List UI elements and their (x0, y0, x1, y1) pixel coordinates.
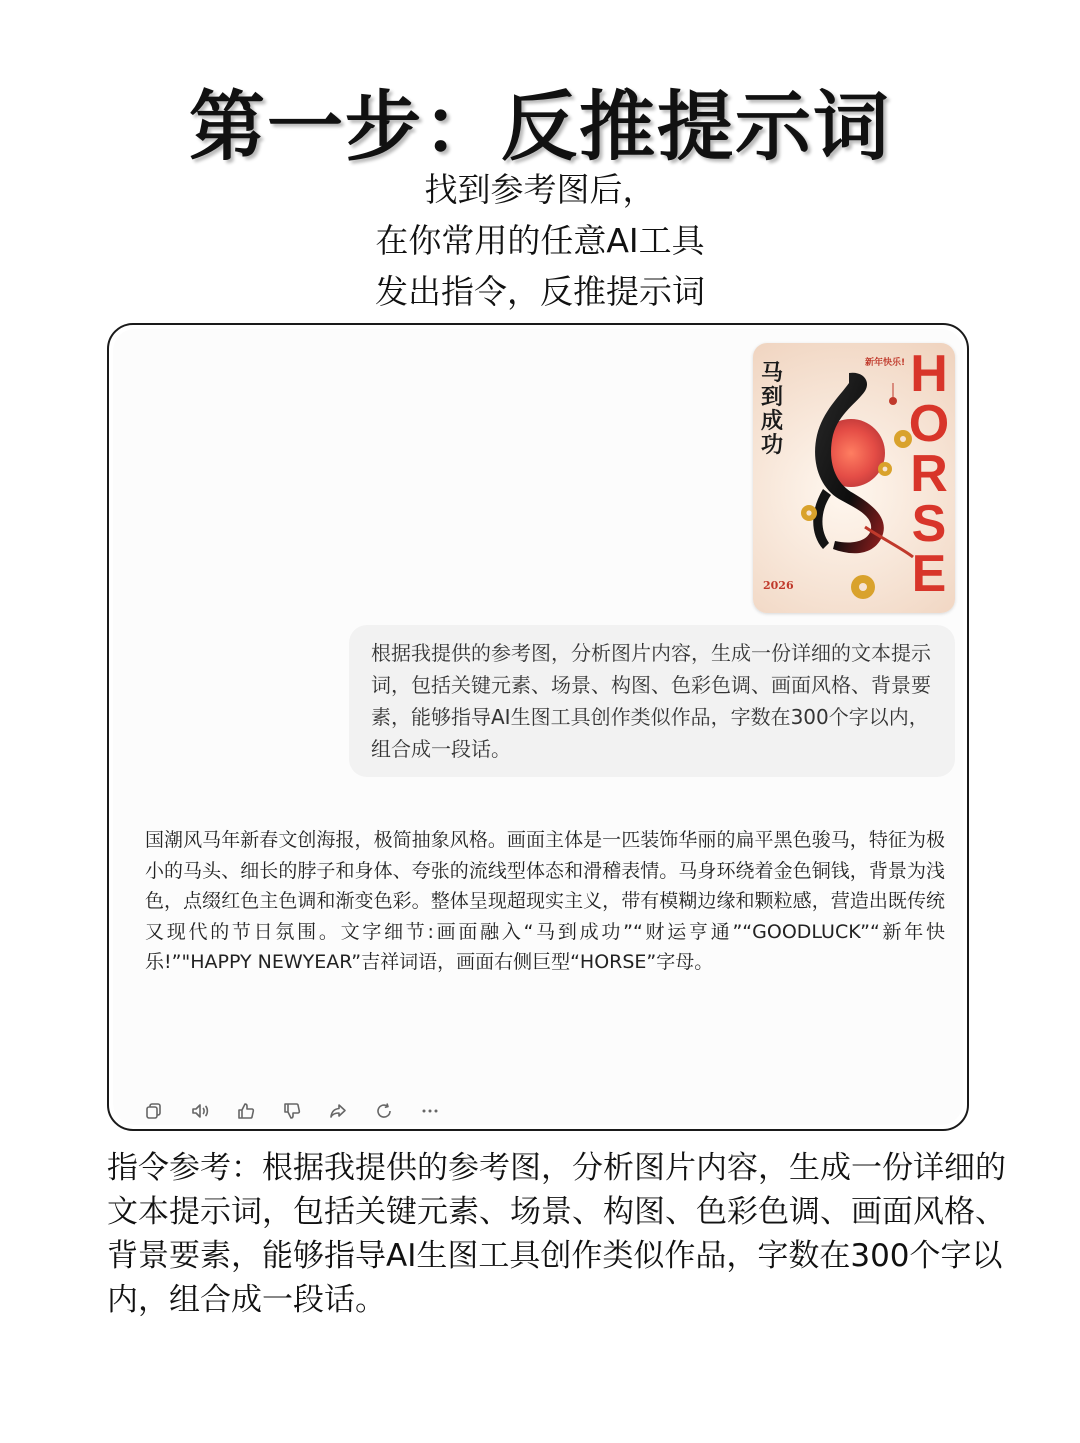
more-icon (420, 1101, 440, 1121)
regenerate-icon (374, 1101, 394, 1121)
copy-button[interactable] (131, 1099, 177, 1123)
poster-horse-letters (905, 345, 953, 603)
like-button[interactable] (223, 1099, 269, 1123)
poster-letter: R (910, 445, 948, 503)
poster-year: 2026 (763, 579, 794, 592)
page-title: 第一步：反推提示词 (189, 82, 891, 171)
instruction-line: 文本提示词，包括关键元素、场景、构图、色彩色调、画面风格、 (107, 1194, 1006, 1230)
instruction-line: 指令参考：根据我提供的参考图，分析图片内容，生成一份详细的 (107, 1150, 1006, 1186)
chat-window (113, 329, 963, 1125)
poster-letter: H (910, 345, 948, 403)
dislike-button[interactable] (269, 1099, 315, 1123)
assistant-reply: 国潮风马年新春文创海报，极简抽象风格。画面主体是一匹装饰华丽的扁平黑色骏马，特征为极小的马头、细长的脖子和身体、夸张的流线型体态和滑稽表情。马身环绕着金色铜钱，背景为浅色，点缀红色主色调和渐变色彩。整体呈现超现实主义，带有模糊边缘和颗粒感，营造出既传统又现代的节日氛围。文字细节:画面融入“马到成功”“财运亨通”“GOODLUCK”“新年快乐!”"HAPPY NEWYEAR”吉祥词语，画面右侧巨型“HORSE”字母。 (145, 829, 945, 973)
user-message-bubble: 根据我提供的参考图，分析图片内容，生成一份详细的文本提示词，包括关键元素、场景、构图、色彩色调、画面风格、背景要素，能够指导AI生图工具创作类似作品，字数在300个字以内，组合成一段话。 (349, 625, 955, 777)
poster-letter: S (911, 495, 947, 553)
read-aloud-button[interactable] (177, 1099, 223, 1123)
reference-image[interactable] (753, 343, 955, 613)
subtitle-line: 找到参考图后， (424, 170, 656, 209)
subtitle (0, 164, 1080, 317)
instruction-line: 背景要素，能够指导AI生图工具创作类似作品，字数在300个字以 (107, 1238, 1003, 1274)
copy-icon (144, 1101, 164, 1121)
thumbs-down-icon (282, 1101, 302, 1121)
share-icon (328, 1101, 348, 1121)
more-button[interactable] (407, 1099, 453, 1123)
instruction-line: 内，组合成一段话。 (107, 1282, 386, 1318)
poster-letter: E (911, 545, 947, 603)
message-action-toolbar (131, 1099, 453, 1123)
regenerate-button[interactable] (361, 1099, 407, 1123)
poster-new-year-text: 新年快乐! (865, 358, 906, 368)
thumbs-up-icon (236, 1101, 256, 1121)
subtitle-line: 在你常用的任意AI工具 (375, 221, 705, 260)
poster-vertical-title: 马到成功 (761, 360, 784, 458)
chat-screenshot-frame (107, 323, 969, 1131)
poster-letter: O (908, 395, 950, 453)
speaker-icon (190, 1101, 210, 1121)
instruction-reference (107, 1146, 1027, 1322)
subtitle-line: 发出指令，反推提示词 (375, 272, 705, 311)
share-button[interactable] (315, 1099, 361, 1123)
